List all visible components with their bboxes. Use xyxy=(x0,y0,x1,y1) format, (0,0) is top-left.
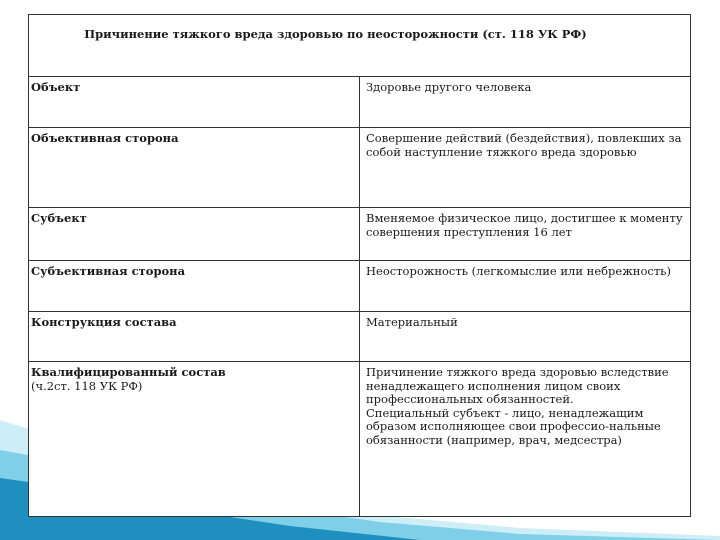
table-row-object xyxy=(29,77,691,128)
legal-table xyxy=(28,14,691,517)
row-label: Конструкция состава xyxy=(29,312,360,362)
row-label-note: (ч.2ст. 118 УК РФ) xyxy=(31,378,143,393)
row-label: Квалифицированный состав xyxy=(31,365,226,379)
row-label: Объект xyxy=(29,77,360,128)
table-title-cell xyxy=(29,15,691,77)
row-value: Вменяемое физическое лицо, достигшее к моменту совершения преступления 16 лет xyxy=(360,208,691,261)
table-row-subject xyxy=(29,208,691,261)
row-value: Неосторожность (легкомыслие или небрежность) xyxy=(360,261,691,312)
row-value-line: Причинение тяжкого вреда здоровью вследствие ненадлежащего исполнения лицом своих профессиональных обязанностей. xyxy=(366,365,669,407)
row-label-cell xyxy=(29,362,360,517)
row-label: Объективная сторона xyxy=(29,128,360,208)
table-row-objective-side xyxy=(29,128,691,208)
table-title: Причинение тяжкого вреда здоровью по неосторожности (ст. 118 УК РФ) xyxy=(84,27,587,41)
title-row xyxy=(29,15,691,77)
row-value: Здоровье другого человека xyxy=(360,77,691,128)
row-label: Субъективная сторона xyxy=(29,261,360,312)
row-label: Субъект xyxy=(29,208,360,261)
row-value: Совершение действий (бездействия), повлекших за собой наступление тяжкого вреда здоровью xyxy=(360,128,691,208)
row-value: Материальный xyxy=(360,312,691,362)
table-row-qualified xyxy=(29,362,691,517)
table-row-construction xyxy=(29,312,691,362)
row-value-cell xyxy=(360,362,691,517)
table-row-subjective-side xyxy=(29,261,691,312)
row-value-line: Специальный субъект - лицо, ненадлежащим образом исполняющее свои профессио-нальные обязанности (например, врач, медсестра) xyxy=(366,405,661,447)
